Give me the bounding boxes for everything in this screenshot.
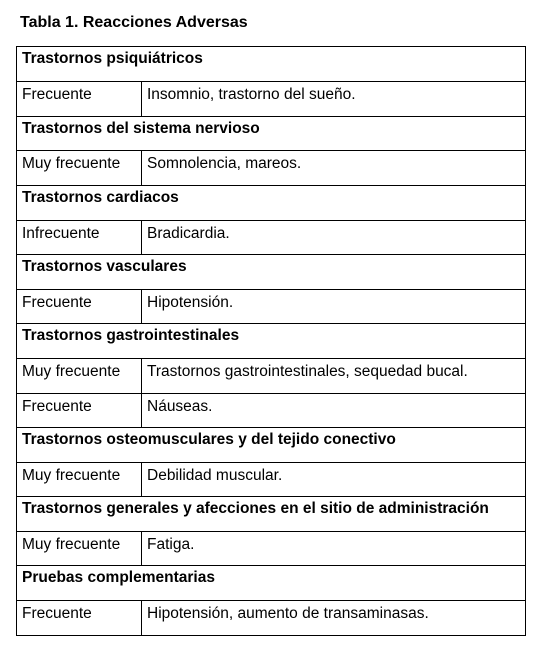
frequency-cell: Muy frecuente — [17, 151, 142, 186]
reaction-cell: Somnolencia, mareos. — [142, 151, 526, 186]
category-label: Trastornos psiquiátricos — [17, 47, 526, 82]
table-row — [17, 82, 526, 117]
reaction-cell: Hipotensión. — [142, 290, 526, 324]
category-label: Pruebas complementarias — [17, 566, 526, 601]
table-row — [17, 151, 526, 186]
reaction-cell: Náuseas. — [142, 394, 526, 428]
reaction-cell: Bradicardia. — [142, 221, 526, 255]
table-title: Tabla 1. Reacciones Adversas — [20, 14, 248, 31]
table-row — [17, 601, 526, 636]
reaction-cell: Trastornos gastrointestinales, sequedad bucal. — [142, 359, 526, 394]
reaction-cell: Insomnio, trastorno del sueño. — [142, 82, 526, 117]
category-row — [17, 117, 526, 151]
frequency-cell: Muy frecuente — [17, 532, 142, 566]
category-label: Trastornos generales y afecciones en el sitio de administración — [17, 497, 526, 532]
frequency-cell: Frecuente — [17, 394, 142, 428]
category-label: Trastornos cardiacos — [17, 186, 526, 221]
table-row — [17, 359, 526, 394]
table-row — [17, 532, 526, 566]
frequency-cell: Frecuente — [17, 290, 142, 324]
category-row — [17, 324, 526, 359]
frequency-cell: Muy frecuente — [17, 359, 142, 394]
table-row — [17, 221, 526, 255]
category-row — [17, 186, 526, 221]
adverse-reactions-table — [16, 46, 526, 636]
category-label: Trastornos osteomusculares y del tejido conectivo — [17, 428, 526, 463]
reaction-cell: Debilidad muscular. — [142, 463, 526, 497]
category-row — [17, 428, 526, 463]
table-row — [17, 463, 526, 497]
category-label: Trastornos gastrointestinales — [17, 324, 526, 359]
category-row — [17, 47, 526, 82]
category-row — [17, 255, 526, 290]
category-label: Trastornos del sistema nervioso — [17, 117, 526, 151]
reaction-cell: Hipotensión, aumento de transaminasas. — [142, 601, 526, 636]
frequency-cell: Muy frecuente — [17, 463, 142, 497]
frequency-cell: Frecuente — [17, 82, 142, 117]
category-label: Trastornos vasculares — [17, 255, 526, 290]
frequency-cell: Infrecuente — [17, 221, 142, 255]
reaction-cell: Fatiga. — [142, 532, 526, 566]
table-row — [17, 290, 526, 324]
frequency-cell: Frecuente — [17, 601, 142, 636]
table-row — [17, 394, 526, 428]
category-row — [17, 497, 526, 532]
category-row — [17, 566, 526, 601]
